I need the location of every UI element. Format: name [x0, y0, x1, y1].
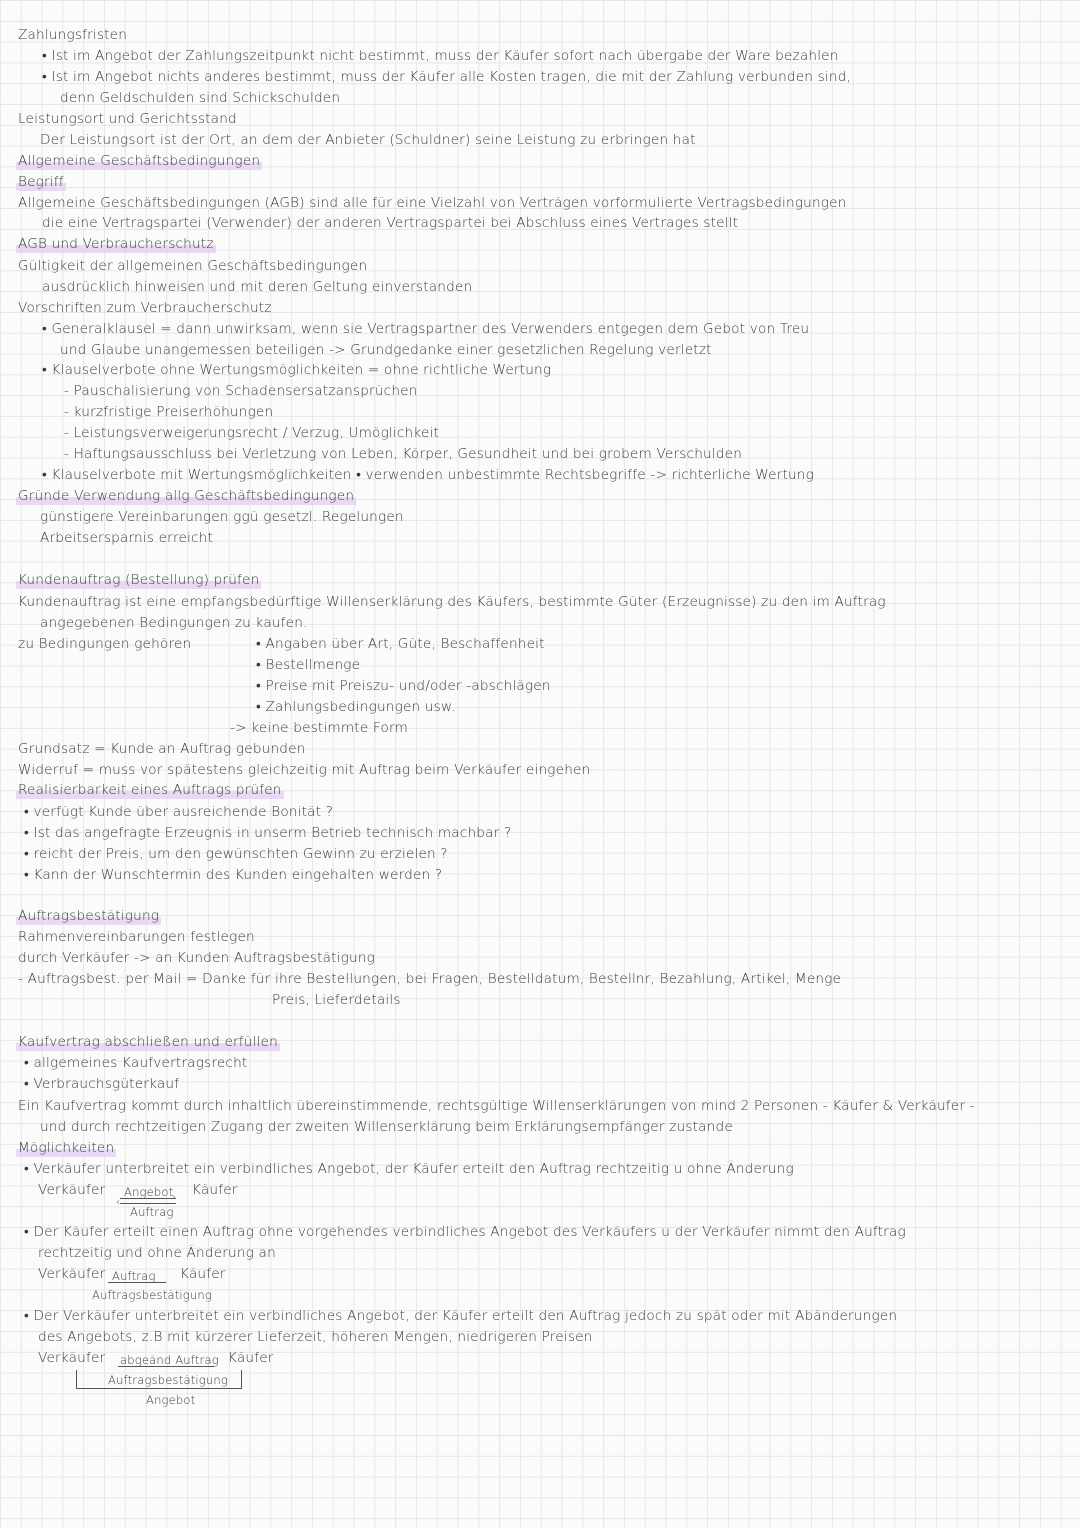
- text-line: Der Leistungsort ist der Ort, an dem der Anbieter (Schuldner) seine Leistung zu erbringen hat: [40, 132, 696, 148]
- diagram-bracket: [76, 1370, 242, 1389]
- diagram-party-kaeufer: Käufer: [228, 1350, 274, 1366]
- list-item: • allgemeines Kaufvertragsrecht: [24, 1055, 248, 1071]
- list-item: • Ist das angefragte Erzeugnis in unserm Betrieb technisch machbar ?: [24, 825, 512, 841]
- text-line: Allgemeine Geschäftsbedingungen (AGB) sind alle für eine Vielzahl von Verträgen vorformulierte Vertragsbedingungen: [18, 195, 847, 211]
- arrow-right-head: ›: [172, 1192, 177, 1203]
- text-line: des Angebots, z.B mit kürzerer Lieferzeit, höheren Mengen, niedrigeren Preisen: [38, 1329, 593, 1345]
- text-line: • Ist im Angebot nichts anderes bestimmt, muss der Käufer alle Kosten tragen, die mit der Zahlung verbunden sind,: [42, 69, 852, 85]
- text-line: • Verkäufer unterbreitet ein verbindliches Angebot, der Käufer erteilt den Auftrag rechtzeitig u ohne Änderung: [24, 1161, 794, 1177]
- list-item: • verfügt Kunde über ausreichende Bonität ?: [24, 804, 334, 820]
- text-line: Ein Kaufvertrag kommt durch inhaltlich übereinstimmende, rechtsgültige Willenserklärungen von mind 2 Personen - Käufer & Verkäufer -: [18, 1098, 975, 1114]
- text-line: Vorschriften zum Verbraucherschutz: [18, 300, 272, 316]
- diagram-label-angebot: Angebot: [124, 1185, 174, 1199]
- text-line: - Pauschalisierung von Schadensersatzansprüchen: [64, 383, 418, 399]
- diagram-party-kaeufer: Käufer: [180, 1266, 226, 1282]
- text-line: Preis, Lieferdetails: [272, 992, 401, 1008]
- text-line: - kurzfristige Preiserhöhungen: [64, 404, 274, 420]
- diagram-label-auftragsbestaetigung: Auftragsbestätigung: [92, 1288, 212, 1302]
- diagram-party-kaeufer: Käufer: [192, 1182, 238, 1198]
- text-line: Arbeitsersparnis erreicht: [40, 530, 214, 546]
- text-line: Rahmenvereinbarungen festlegen: [18, 929, 255, 945]
- text-line: • Generalklausel = dann unwirksam, wenn sie Vertragspartner des Verwenders entgegen dem Gebot von Treu: [42, 321, 810, 337]
- text-line: • Klauselverbote ohne Wertungsmöglichkeiten = ohne richtliche Wertung: [42, 362, 552, 378]
- diagram-label-auftrag: Auftrag: [130, 1205, 174, 1219]
- text-line: ausdrücklich hinweisen und mit deren Geltung einverstanden: [42, 279, 473, 295]
- text-line: • Ist im Angebot der Zahlungszeitpunkt nicht bestimmt, muss der Käufer sofort nach übergabe der Ware bezahlen: [42, 48, 839, 64]
- list-item: • Angaben über Art, Güte, Beschaffenheit: [256, 636, 545, 652]
- diagram-label-angebot: Angebot: [146, 1393, 196, 1407]
- text-line: denn Geldschulden sind Schickschulden: [60, 90, 341, 106]
- subheading-moeglichkeiten: Möglichkeiten: [18, 1140, 115, 1156]
- diagram-label-abgeaendert: abgeänd Auftrag: [120, 1353, 219, 1367]
- text-line: • Klauselverbote mit Wertungsmöglichkeiten • verwenden unbestimmte Rechtsbegriffe -> richterliche Wertung: [42, 467, 814, 483]
- subheading-verbraucherschutz: AGB und Verbraucherschutz: [18, 236, 214, 252]
- text-line: • Der Verkäufer unterbreitet ein verbindliches Angebot, der Käufer erteilt den Auftrag jedoch zu spät oder mit Abänderungen: [24, 1308, 898, 1324]
- diagram-label-auftrag: Auftrag: [112, 1269, 156, 1283]
- heading-kaufvertrag: Kaufvertrag abschließen und erfüllen: [18, 1034, 278, 1050]
- text-line: • Der Käufer erteilt einen Auftrag ohne vorgehendes verbindliches Angebot des Verkäufers u der Verkäufer nimmt den Auftrag: [24, 1224, 906, 1240]
- arrow-right-line: [120, 1198, 176, 1199]
- list-item: • Kann der Wunschtermin des Kunden eingehalten werden ?: [24, 867, 443, 883]
- arrow-line: [108, 1282, 166, 1283]
- heading-auftragsbestaetigung: Auftragsbestätigung: [18, 908, 160, 924]
- diagram-party-verkaeufer: Verkäufer: [38, 1350, 106, 1366]
- text-line: günstigere Vereinbarungen ggü gesetzl. Regelungen: [40, 509, 404, 525]
- text-line: Widerruf = muss vor spätestens gleichzeitig mit Auftrag beim Verkäufer eingehen: [18, 762, 591, 778]
- list-item: • Zahlungsbedingungen usw.: [256, 699, 456, 715]
- text-line: - Haftungsausschluss bei Verletzung von Leben, Körper, Gesundheit und bei grobem Verschulden: [64, 446, 743, 462]
- list-item: • Preise mit Preiszu- und/oder -abschlägen: [256, 678, 551, 694]
- arrow-line: [118, 1366, 214, 1367]
- subheading-begriff: Begriff: [18, 174, 64, 190]
- heading-leistungsort: Leistungsort und Gerichtsstand: [18, 111, 237, 127]
- list-item: • Verbrauchsgüterkauf: [24, 1076, 180, 1092]
- diagram-label-auftragsbestaetigung: Auftragsbestätigung: [108, 1373, 228, 1387]
- text-line: Grundsatz = Kunde an Auftrag gebunden: [18, 741, 306, 757]
- arrow-left-head: ‹: [116, 1197, 121, 1208]
- diagram-party-verkaeufer: Verkäufer: [38, 1266, 106, 1282]
- text-line: und durch rechtzeitigen Zugang der zweiten Willenserklärung beim Erklärungsempfänger zustande: [40, 1119, 733, 1135]
- subheading-realisierbarkeit: Realisierbarkeit eines Auftrags prüfen: [18, 782, 282, 798]
- heading-agb: Allgemeine Geschäftsbedingungen: [18, 153, 261, 169]
- list-item: • reicht der Preis, um den gewünschten Gewinn zu erzielen ?: [24, 846, 448, 862]
- text-line: - Leistungsverweigerungsrecht / Verzug, Umöglichkeit: [64, 425, 440, 441]
- list-item: • Bestellmenge: [256, 657, 361, 673]
- text-line: rechtzeitig und ohne Änderung an: [38, 1245, 276, 1261]
- subheading-gruende: Gründe Verwendung allg Geschäftsbedingungen: [18, 488, 355, 504]
- heading-zahlungsfristen: Zahlungsfristen: [18, 27, 128, 43]
- diagram-party-verkaeufer: Verkäufer: [38, 1182, 106, 1198]
- text-line: Kundenauftrag ist eine empfangsbedürftige Willenserklärung des Käufers, bestimmte Güter (Erzeugnisse) zu den im Auftrag: [18, 594, 886, 610]
- text-line: und Glaube unangemessen beteiligen -> Grundgedanke einer gesetzlichen Regelung verletzt: [60, 342, 712, 358]
- text-line: die eine Vertragspartei (Verwender) der anderen Vertragspartei bei Abschluss eines Vertrages stellt: [42, 215, 739, 231]
- text-line: angegebenen Bedingungen zu kaufen.: [40, 615, 308, 631]
- heading-kundenauftrag: Kundenauftrag (Bestellung) prüfen: [18, 572, 260, 588]
- text-line: -> keine bestimmte Form: [230, 720, 408, 736]
- text-line: - Auftragsbest. per Mail = Danke für ihre Bestellungen, bei Fragen, Bestelldatum, Bestellnr, Bezahlung, Artikel, Menge: [18, 971, 842, 987]
- text-line: zu Bedingungen gehören: [18, 636, 192, 652]
- text-line: durch Verkäufer -> an Kunden Auftragsbestätigung: [18, 950, 375, 966]
- text-line: Gültigkeit der allgemeinen Geschäftsbedingungen: [18, 258, 368, 274]
